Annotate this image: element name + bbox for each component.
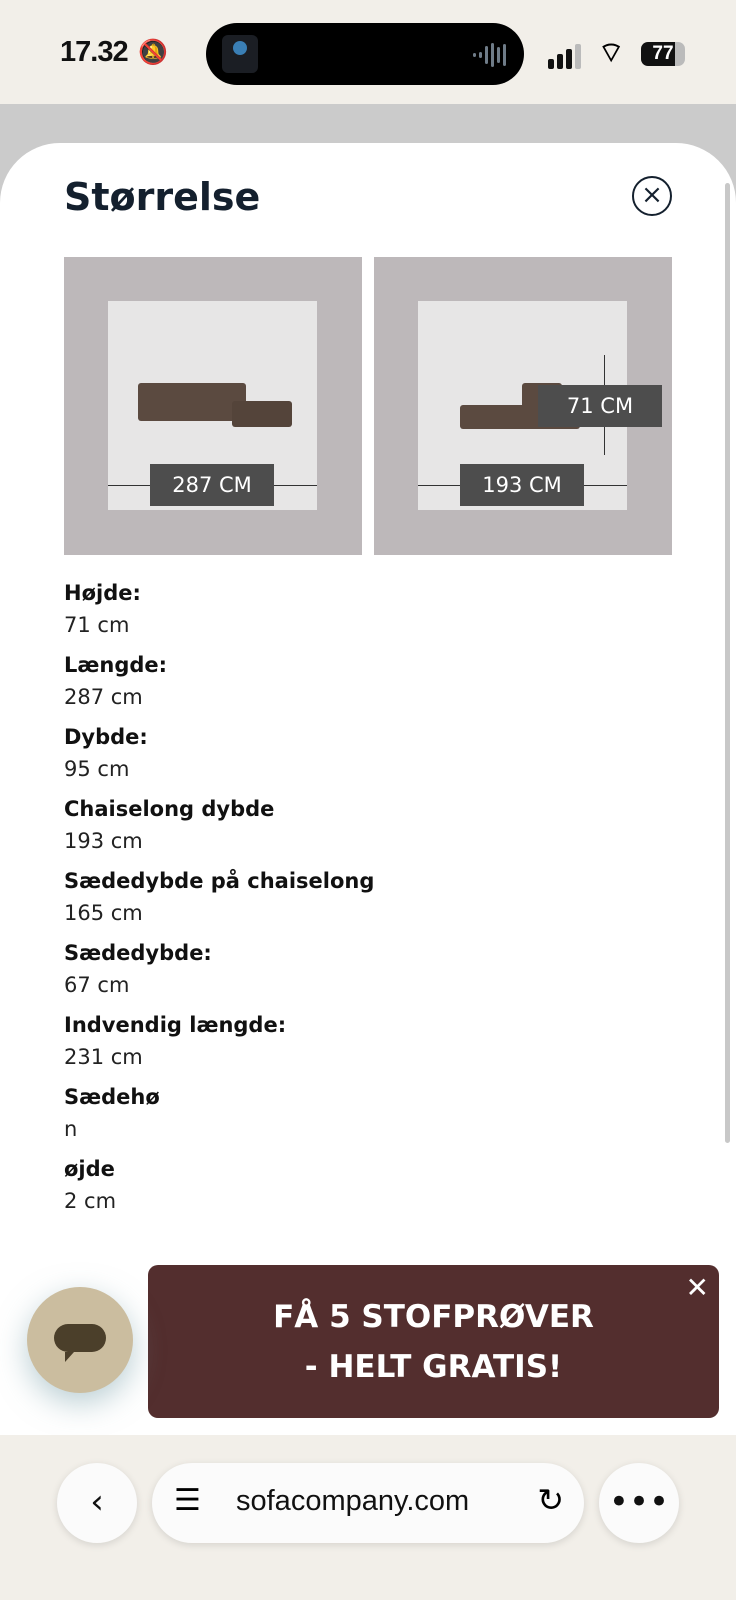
spec-item: [64, 721, 374, 793]
spec-value: 193 cm: [64, 829, 143, 853]
spec-item: [64, 865, 374, 937]
spec-value: n: [64, 1117, 78, 1141]
bell-slash-icon: 🔕: [138, 38, 168, 66]
now-playing-thumbnail: [222, 35, 258, 73]
more-button[interactable]: [599, 1463, 679, 1543]
browser-toolbar: [0, 1435, 736, 1600]
spec-label: Sædedybde:: [64, 941, 212, 965]
spec-value: 231 cm: [64, 1045, 143, 1069]
spec-label: Sædedybde på chaiselong: [64, 869, 375, 893]
spec-value: 2 cm: [64, 1189, 117, 1213]
spec-item: [64, 577, 374, 649]
more-icon: •••: [608, 1482, 670, 1522]
sofa-chaise: [232, 401, 292, 427]
spec-item: [64, 1153, 374, 1225]
spec-value: 165 cm: [64, 901, 143, 925]
size-sheet: [0, 143, 736, 1443]
width-dimension-label: 287 CM: [150, 464, 274, 506]
spec-item: [64, 1009, 374, 1081]
spec-item: [64, 649, 374, 721]
reload-icon[interactable]: ↻: [537, 1481, 564, 1519]
signal-icon: [548, 44, 581, 69]
address-bar[interactable]: [152, 1463, 584, 1543]
spec-label: Indvendig længde:: [64, 1013, 287, 1037]
spec-item: [64, 937, 374, 1009]
spec-label: Længde:: [64, 653, 168, 677]
spec-label: Chaiselong dybde: [64, 797, 275, 821]
spec-item: [64, 793, 374, 865]
audio-wave-icon: [473, 43, 506, 67]
spec-value: 67 cm: [64, 973, 130, 997]
spec-list: [64, 577, 374, 1225]
status-bar: [0, 0, 736, 104]
wifi-icon: ⌔: [598, 36, 625, 69]
back-button[interactable]: [57, 1463, 137, 1543]
spec-label: Sædehø: [64, 1085, 160, 1109]
chat-button[interactable]: [27, 1287, 133, 1393]
banner-line-2: - HELT GRATIS!: [304, 1349, 563, 1385]
reader-icon[interactable]: ☰: [174, 1483, 201, 1518]
clock: 17.32: [60, 36, 128, 68]
spec-item: [64, 1081, 374, 1153]
spec-label: øjde: [64, 1157, 115, 1181]
spec-label: Højde:: [64, 581, 141, 605]
spec-value: 95 cm: [64, 757, 130, 781]
spec-label: Dybde:: [64, 725, 148, 749]
close-button[interactable]: [632, 176, 672, 216]
chevron-left-icon: ‹: [90, 1482, 104, 1522]
close-icon[interactable]: ✕: [685, 1271, 709, 1304]
fabric-samples-banner[interactable]: [148, 1265, 719, 1418]
dynamic-island: [206, 23, 524, 85]
chat-bubble-icon: [54, 1324, 106, 1352]
spec-value: 287 cm: [64, 685, 143, 709]
banner-text: [148, 1265, 719, 1392]
depth-dimension-label: 193 CM: [460, 464, 584, 506]
scrollbar[interactable]: [725, 183, 730, 1143]
sheet-title: Størrelse: [64, 175, 261, 219]
banner-line-1: FÅ 5 STOFPRØVER: [273, 1299, 594, 1335]
spec-value: 71 cm: [64, 613, 130, 637]
battery-icon: 77: [641, 42, 685, 66]
sofa-front: [138, 383, 246, 421]
close-icon: ×: [641, 180, 663, 210]
url-text: sofacompany.com: [236, 1485, 470, 1517]
height-dimension-label: 71 CM: [538, 385, 662, 427]
side-dimension-image: [374, 257, 672, 555]
front-dimension-image: [64, 257, 362, 555]
